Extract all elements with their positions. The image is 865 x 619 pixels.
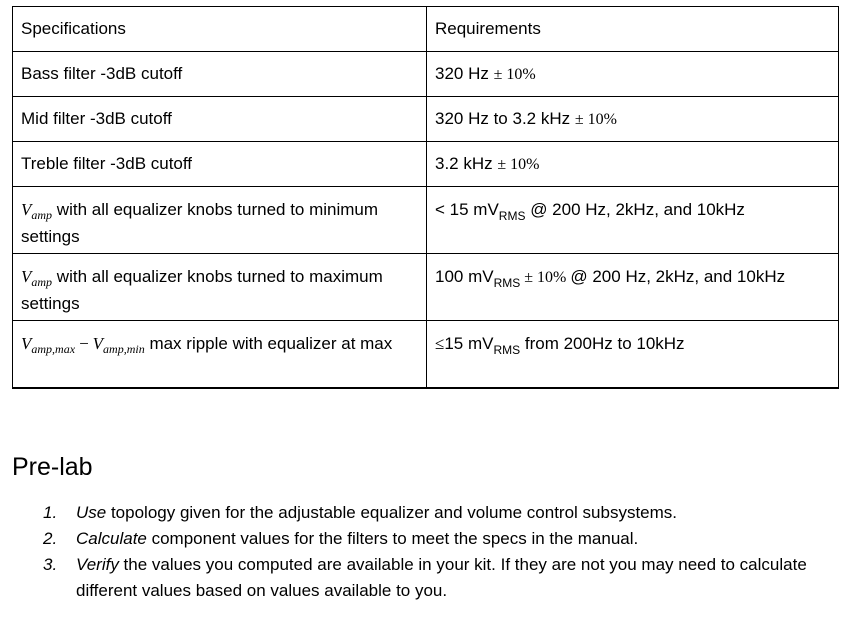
table-header-row [13,7,839,52]
list-number: 3. [43,555,58,574]
list-text: component values for the filters to meet the specs in the manual. [146,529,639,548]
specifications-table [12,6,839,389]
rms-subscript: RMS [498,209,526,223]
less-equal-symbol: ≤ [435,334,445,353]
prelab-list [43,500,843,604]
tolerance-value: ± 10% [574,110,617,128]
voltage-variable-min-subscript: amp,min [103,342,145,356]
voltage-variable: V [21,200,32,219]
list-item [43,526,843,552]
requirement-cell [427,97,839,142]
spec-cell [13,254,427,321]
voltage-variable-subscript: amp [31,275,53,289]
table-row [13,254,839,321]
requirement-cell [427,254,839,321]
requirement-cell [427,52,839,97]
prelab-heading: Pre-lab [12,453,93,481]
spec-cell: Treble filter -3dB cutoff [13,142,427,187]
spec-text: with all equalizer knobs turned to minimum settings [21,200,379,246]
list-number: 2. [43,529,58,548]
requirement-value: 3.2 kHz [435,153,498,173]
requirement-detail: @ 200 Hz, 2kHz, and 10kHz [570,267,786,286]
voltage-variable: V [21,267,32,286]
requirement-value: 320 Hz to 3.2 kHz [435,108,575,128]
requirement-value: 100 mV [435,267,494,286]
requirement-cell [427,142,839,187]
requirement-value: 15 mV [444,334,494,353]
tolerance-value: ± 10% [493,65,536,83]
table-row [13,52,839,97]
table-row [13,97,839,142]
rms-subscript: RMS [493,343,521,357]
table-row [13,187,839,254]
minus-sign: − [79,334,89,353]
header-requirements: Requirements [427,7,839,52]
spec-text: with all equalizer knobs turned to maximum settings [21,267,383,313]
requirement-detail: @ 200 Hz, 2kHz, and 10kHz [525,200,745,219]
tolerance-value: ± 10% [497,155,540,173]
table-row [13,321,839,388]
list-item [43,552,843,604]
list-item [43,500,843,526]
table-row [13,142,839,187]
spec-cell [13,321,427,388]
requirement-cell [427,187,839,254]
requirement-detail: from 200Hz to 10kHz [520,334,685,353]
list-text: topology given for the adjustable equalizer and volume control subsystems. [106,503,678,522]
list-verb: Verify [76,555,119,574]
spec-cell [13,187,427,254]
spec-cell: Mid filter -3dB cutoff [13,97,427,142]
requirement-cell [427,321,839,388]
requirement-value: 320 Hz [435,63,494,83]
list-number: 1. [43,503,58,522]
voltage-variable-max-subscript: amp,max [31,342,76,356]
voltage-variable-subscript: amp [31,208,53,222]
voltage-variable-max: V [21,334,32,353]
requirement-value: < 15 mV [435,200,499,219]
list-verb: Use [76,503,107,522]
list-text: the values you computed are available in your kit. If they are not you may need to calculate different values based on values available to you. [76,555,807,600]
header-specifications: Specifications [13,7,427,52]
spec-cell: Bass filter -3dB cutoff [13,52,427,97]
spec-text: max ripple with equalizer at max [144,334,393,353]
voltage-variable-min: V [92,334,104,353]
rms-subscript: RMS [493,276,521,290]
tolerance-value: ± 10% [520,269,571,286]
list-verb: Calculate [76,529,147,548]
